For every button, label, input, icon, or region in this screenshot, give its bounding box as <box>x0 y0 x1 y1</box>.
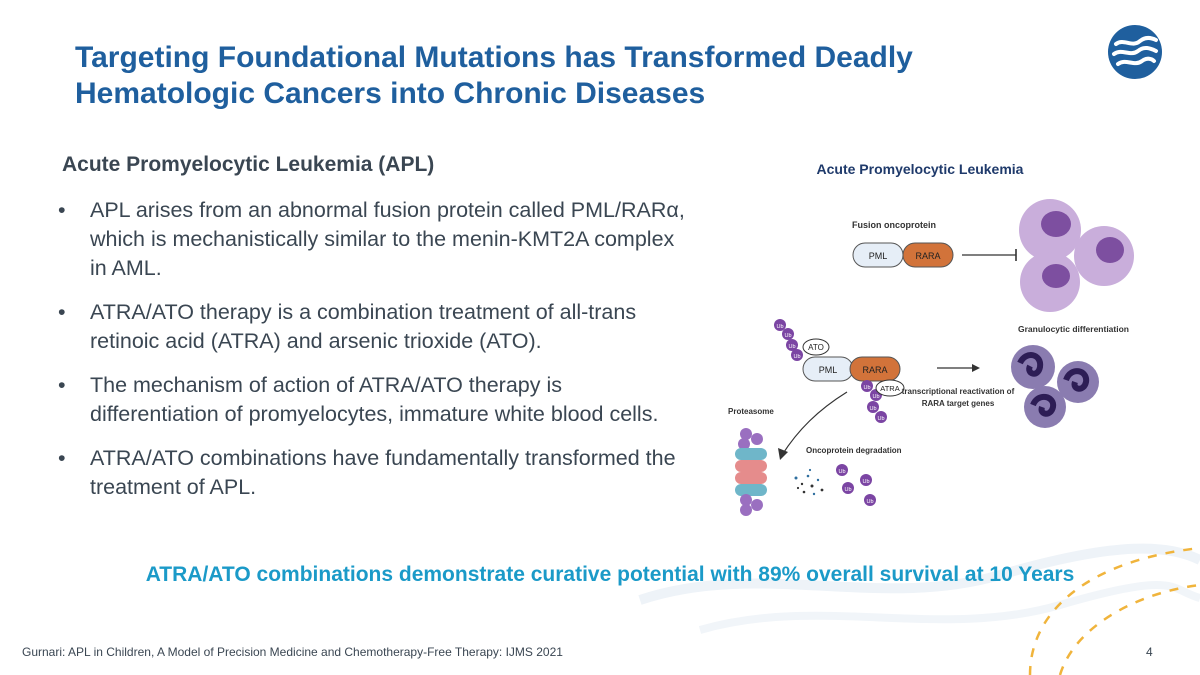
bullet-marker: • <box>58 446 66 470</box>
ub-text: Ub <box>844 487 852 493</box>
ub-text: Ub <box>788 344 796 350</box>
slide-title <box>75 40 1055 112</box>
transcription-line-2: RARA target genes <box>921 399 995 408</box>
ub-tag <box>867 401 879 413</box>
granulocyte-cell <box>1011 345 1055 389</box>
ub-tag <box>774 319 786 331</box>
granulocytic-label: Granulocytic differentiation <box>1018 324 1129 334</box>
bullet-marker: • <box>58 300 66 324</box>
promyelocyte-cell <box>1074 226 1134 286</box>
bullet-text: ATRA/ATO therapy is a combination treatment of all-trans retinoic acid (ATRA) and arsenic trioxide (ATO). <box>90 300 637 353</box>
degradation-label: Oncoprotein degradation <box>806 446 902 455</box>
apl-mechanism-diagram <box>700 150 1200 530</box>
ub-text: Ub <box>869 406 877 412</box>
slide-title-line-1: Targeting Foundational Mutations has Transformed Deadly <box>75 41 913 74</box>
bullet-item <box>58 298 693 356</box>
slide-title-line-2: Hematologic Cancers into Chronic Diseases <box>75 77 706 110</box>
rara-label: RARA <box>915 251 941 261</box>
bullet-marker: • <box>58 198 66 222</box>
page-number: 4 <box>1146 645 1153 659</box>
ub-tag <box>861 380 873 392</box>
ub-text: Ub <box>862 479 870 485</box>
ub-text: Ub <box>776 324 784 330</box>
ub-text: Ub <box>784 333 792 339</box>
proteasome-icon <box>735 428 767 516</box>
pml-label: PML <box>868 251 888 261</box>
ub-tag <box>782 328 794 340</box>
degradation-arrowhead <box>778 448 788 460</box>
granulocyte-cell <box>1024 386 1066 428</box>
promyelocyte-cell <box>1020 252 1080 312</box>
fusion-label: Fusion oncoprotein <box>852 220 936 230</box>
key-takeaway-callout: ATRA/ATO combinations demonstrate curative potential with 89% overall survival at 10 Years <box>145 563 1075 586</box>
ato-label: ATO <box>808 343 824 352</box>
bullet-text: ATRA/ATO combinations have fundamentally transformed the treatment of APL. <box>90 446 676 499</box>
ub-text: Ub <box>863 385 871 391</box>
ub-text: Ub <box>866 499 874 505</box>
ub-text: Ub <box>877 416 885 422</box>
promyelocyte-cell <box>1019 199 1081 261</box>
reactivation-arrowhead <box>972 364 980 372</box>
degradation-fragments <box>795 469 824 495</box>
ub-text: Ub <box>793 354 801 360</box>
bullet-text: The mechanism of action of ATRA/ATO therapy is differentiation of promyelocytes, immature white blood cells. <box>90 373 659 426</box>
bullet-item <box>58 444 693 502</box>
transcription-line-1: transcriptional reactivation of <box>901 387 1015 396</box>
bullet-marker: • <box>58 373 66 397</box>
ub-tag <box>842 482 854 494</box>
ub-text: Ub <box>872 394 880 400</box>
ub-tag <box>875 411 887 423</box>
ub-text: Ub <box>838 469 846 475</box>
section-heading: Acute Promyelocytic Leukemia (APL) <box>62 153 435 176</box>
proteasome-label: Proteasome <box>728 407 774 416</box>
bullet-list <box>58 196 693 517</box>
bullet-item <box>58 196 693 283</box>
atra-label: ATRA <box>880 384 900 393</box>
ub-tag <box>791 349 803 361</box>
pml-label-treated: PML <box>818 365 838 375</box>
rara-label-treated: RARA <box>862 365 888 375</box>
company-logo-icon <box>1106 24 1164 80</box>
bullet-text: APL arises from an abnormal fusion protein called PML/RARα, which is mechanistically similar to the menin-KMT2A complex in AML. <box>90 198 685 280</box>
ub-tag <box>864 494 876 506</box>
figure-title: Acute Promyelocytic Leukemia <box>816 161 1024 177</box>
ub-tag <box>836 464 848 476</box>
citation: Gurnari: APL in Children, A Model of Precision Medicine and Chemotherapy-Free Therapy: IJMS 2021 <box>22 645 563 659</box>
bullet-item <box>58 371 693 429</box>
ub-tag <box>860 474 872 486</box>
